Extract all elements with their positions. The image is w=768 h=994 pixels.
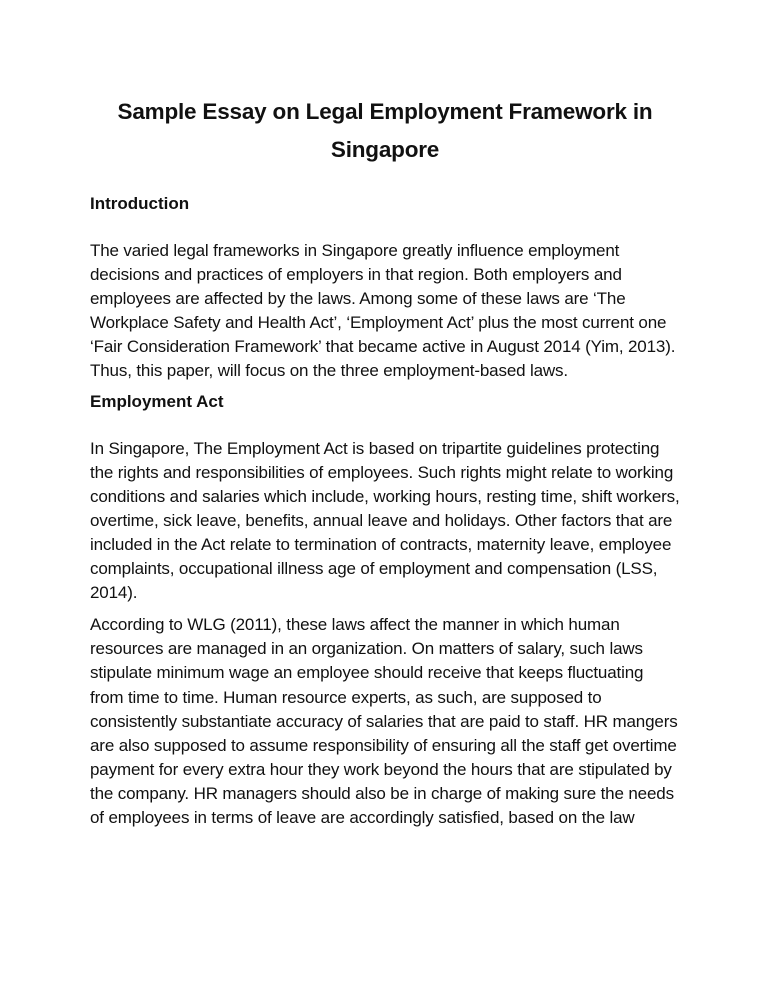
introduction-paragraph: The varied legal frameworks in Singapore greatly influence employment decisions and practices of employers in that region. Both employers and employees are affected by the laws. Among some of these laws are ‘The Workplace Safety and Health Act’, ‘Employment Act’ plus the most current one ‘Fair Consideration Framework’ that became active in August 2014 (Yim, 2013). Thus, this paper, will focus on the three employment-based laws. bbox=[90, 241, 676, 381]
section-heading-employment-act: Employment Act bbox=[90, 391, 224, 411]
employment-act-paragraph-1: In Singapore, The Employment Act is based on tripartite guidelines protecting the rights and responsibilities of employees. Such rights might relate to working conditions and salaries which include, working hours, resting time, shift workers, overtime, sick leave, benefits, annual leave and holidays. Other factors that are included in the Act relate to termination of contracts, maternity leave, employee complaints, occupational illness age of employment and compensation (LSS, 2014). bbox=[90, 438, 680, 603]
document-title: Sample Essay on Legal Employment Framework in Singapore bbox=[117, 99, 653, 162]
employment-act-paragraph-2: According to WLG (2011), these laws affect the manner in which human resources are managed in an organization. On matters of salary, such laws stipulate minimum wage an employee should receive that keeps fluctuating from time to time. Human resource experts, as such, are supposed to consistently substantiate accuracy of salaries that are paid to staff. HR mangers are also supposed to assume responsibility of ensuring all the staff get overtime payment for every extra hour they work beyond the hours that are stipulated by the company. HR managers should also be in charge of making sure the needs of employees in terms of leave are accordingly satisfied, based on the law bbox=[90, 615, 678, 827]
document-body bbox=[90, 93, 680, 830]
section-heading-introduction: Introduction bbox=[90, 194, 190, 213]
